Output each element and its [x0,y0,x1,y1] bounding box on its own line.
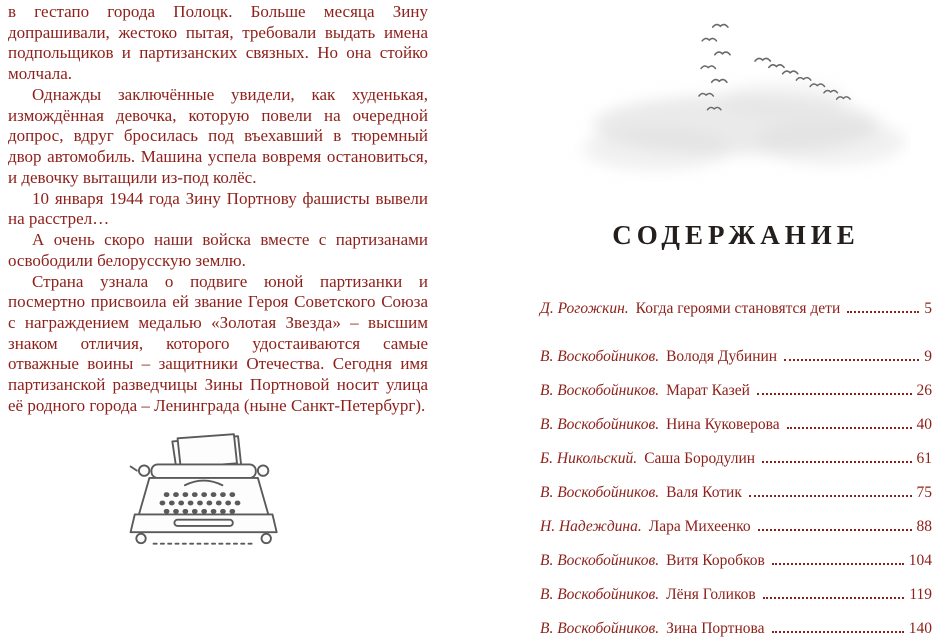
toc-author: В. Воскобойников. [540,552,660,569]
toc-entry [540,347,932,367]
toc-page-number: 119 [909,586,932,603]
birds-illustration [561,6,911,186]
clouds [582,82,905,170]
toc-dot-leader [847,311,919,313]
story-paragraph: А очень скоро наши войска вместе с партизанами освободили белорусскую землю. [8,230,428,270]
toc-dot-leader [787,427,912,429]
toc-title: Валя Котик [666,484,742,501]
toc-author: Д. Рогожкин. [540,300,629,317]
toc-page-number: 140 [908,620,932,637]
right-page [540,0,932,644]
toc-author: В. Воскобойников. [540,484,660,501]
toc-author: В. Воскобойников. [540,382,660,399]
toc-title: Нина Куковерова [666,416,780,433]
toc-dot-leader [772,563,904,565]
toc-author: Б. Никольский. [540,450,638,467]
toc-dot-leader [763,597,905,599]
toc-dot-leader [772,631,904,633]
toc-heading: СОДЕРЖАНИЕ [612,220,860,250]
toc-title: Саша Бородулин [644,450,756,467]
toc-page-number: 88 [916,518,932,535]
toc-page-number: 61 [916,450,932,467]
toc-title: Когда героями становятся дети [635,300,841,317]
toc-page-number: 104 [908,552,932,569]
toc-dot-leader [757,393,912,395]
toc-entry [540,619,932,639]
toc-dot-leader [762,461,911,463]
toc-title: Лёня Голиков [666,586,756,603]
toc-dot-leader [749,495,912,497]
toc-author: В. Воскобойников. [540,416,660,433]
toc-entry [540,483,932,503]
toc-entry [540,299,932,319]
toc-page-number: 5 [924,300,932,317]
toc-page-number: 9 [924,348,932,365]
toc-title: Лара Михеенко [648,518,751,535]
toc-title: Зина Портнова [666,620,765,637]
toc-title: Марат Казей [666,382,750,399]
toc-title: Витя Коробков [666,552,765,569]
story-paragraph: в гестапо города Полоцк. Больше месяца Зину допрашивали, жестоко пытая, требовали выдать имена подпольщиков и партизанских связных. Но она стойко молчала. [8,2,428,84]
toc-author: В. Воскобойников. [540,586,660,603]
story-paragraph: Страна узнала о подвиге юной партизанки и посмертно присвоила ей звание Героя Советского Союза с награждением медалью «Золотая Звезда» – высшим знаком отличия, которого удостаиваются самые отважные воины – защитники Отечества. Сегодня имя партизанской разведчицы Зины Портновой носит улица её родного города – Ленинграда (ныне Санкт-Петербург). [8,271,428,415]
story-paragraph: Однажды заключённые увидели, как худенькая, измождённая девочка, которую повели на очередной допрос, вдруг бросилась под въехавший в тюремный двор автомобиль. Машина успела вовремя остановиться, и девочку вытащили из-под колёс. [8,84,428,187]
toc-author: Н. Надеждина. [540,518,642,535]
toc-entry [540,551,932,571]
toc-page-number: 75 [916,484,932,501]
toc-author: В. Воскобойников. [540,348,660,365]
toc-list [540,299,932,639]
toc-dot-leader [784,359,919,361]
toc-page-number: 26 [916,382,932,399]
story-paragraph: 10 января 1944 года Зину Портнову фашисты вывели на расстрел… [8,188,428,229]
story-text [8,2,428,417]
toc-entry [540,585,932,605]
toc-entry [540,449,932,469]
typewriter-illustration [108,431,293,551]
left-page [8,2,428,556]
toc-entry [540,517,932,537]
toc-author: В. Воскобойников. [540,620,660,637]
toc-title: Володя Дубинин [666,348,778,365]
toc-dot-leader [758,529,912,531]
toc-entry [540,415,932,435]
toc-page-number: 40 [916,416,932,433]
toc-entry [540,381,932,401]
